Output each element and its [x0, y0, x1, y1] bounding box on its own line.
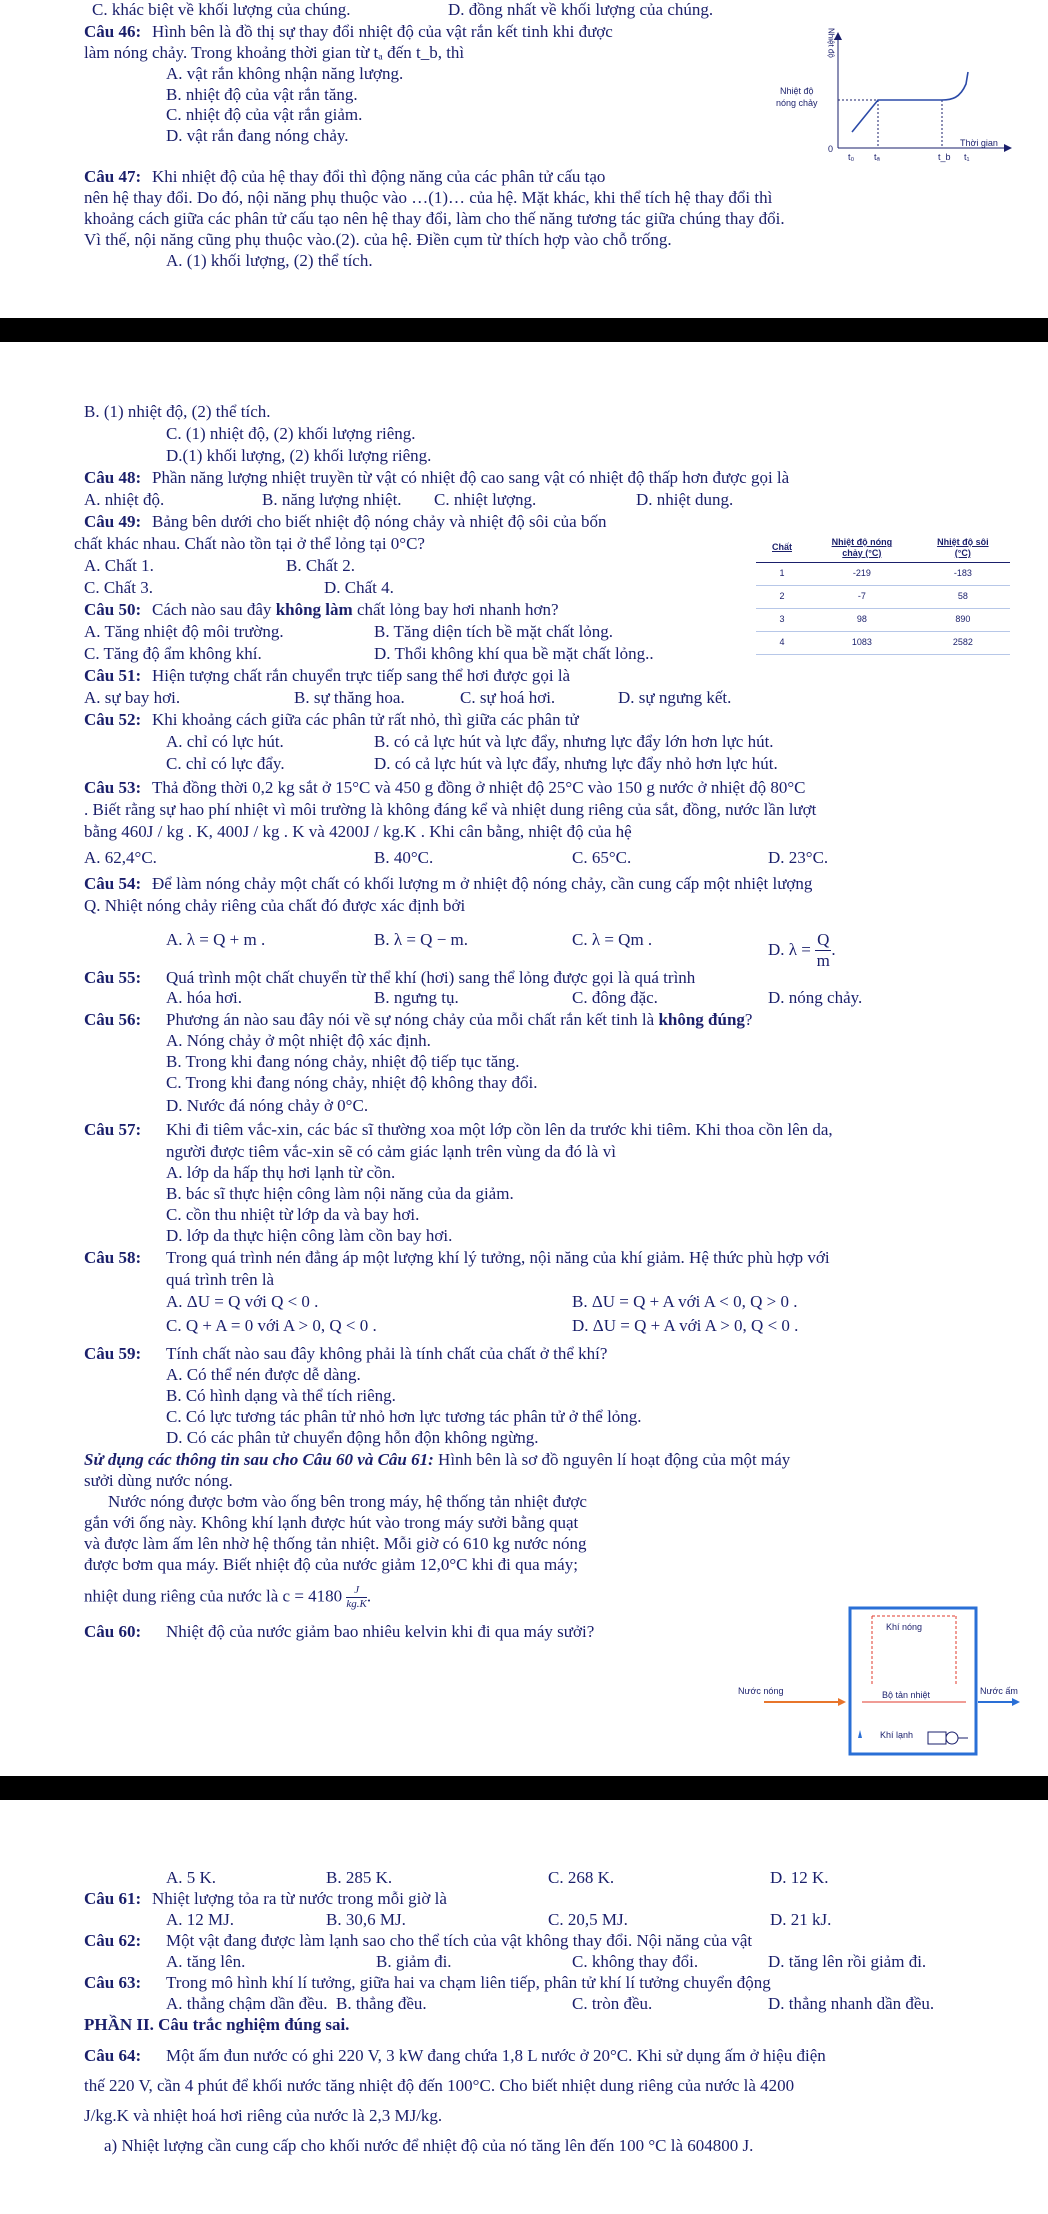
q53-label: Câu 53: [84, 778, 142, 797]
q64-label: Câu 64: [84, 2046, 142, 2065]
q58-text-1: Trong quá trình nén đẳng áp một lượng khí lý tưởng, nội năng của khí giảm. Hệ thức phù hợp với [166, 1248, 830, 1267]
table-cell: 890 [916, 608, 1010, 631]
q64-statement-a: a) Nhiệt lượng cần cung cấp cho khối nước để nhiệt độ của nó tăng lên đến 100 °C là 604800 J. [104, 2136, 754, 2155]
table-header [756, 534, 1010, 562]
heater-water-out-label: Nước ấm [980, 1686, 1018, 1696]
heater-cold-air-label: Khí lạnh [880, 1730, 914, 1740]
q62-text: Một vật đang được làm lạnh sao cho thể tích của vật không thay đổi. Nội năng của vật [166, 1931, 753, 1950]
q54-option-a: A. λ = Q + m . [166, 930, 266, 949]
q55-option-d: D. nóng chảy. [768, 988, 863, 1007]
q58-option-d: D. ΔU = Q + A với A > 0, Q < 0 . [572, 1316, 799, 1335]
graph-x-label: Thời gian [960, 138, 998, 148]
q52-option-d: D. có cả lực hút và lực đẩy, nhưng lực đẩy nhỏ hơn lực hút. [374, 754, 778, 773]
melting-graph [772, 28, 1012, 168]
context-paragraph-2: gắn với ống này. Không khí lạnh được hút vào trong máy sưởi bằng quạt [84, 1513, 579, 1532]
q61-option-a: A. 12 MJ. [166, 1910, 235, 1929]
q51-option-b: B. sự thăng hoa. [294, 688, 405, 707]
q50-label: Câu 50: [84, 600, 142, 619]
q61-option-c: C. 20,5 MJ. [548, 1910, 628, 1929]
page-gap-2 [0, 1776, 1048, 1800]
q62-option-d: D. tăng lên rồi giảm đi. [768, 1952, 927, 1971]
q52-label: Câu 52: [84, 710, 142, 729]
q51-label: Câu 51: [84, 666, 142, 685]
q47-label: Câu 47: [84, 167, 142, 186]
context-intro [84, 1450, 790, 1470]
q54-option-c: C. λ = Qm . [572, 930, 653, 949]
water-in-arrow [838, 1698, 846, 1706]
table-row [756, 608, 1010, 631]
q47-option-b: B. (1) nhiệt độ, (2) thể tích. [84, 402, 271, 421]
q46-text-1: Hình bên là đồ thị sự thay đổi nhiệt độ của vật rắn kết tinh khi được [152, 22, 613, 41]
context-c-unit-den: kg.K [346, 1598, 367, 1611]
q56-option-b: B. Trong khi đang nóng chảy, nhiệt độ tiếp tục tăng. [166, 1052, 520, 1071]
q51-option-d: D. sự ngưng kết. [618, 688, 732, 707]
q48-option-d: D. nhiệt dung. [636, 490, 734, 509]
graph-y-label-1: Nhiệt độ [780, 86, 814, 96]
q53-option-a: A. 62,4°C. [84, 848, 157, 867]
q54-option-b: B. λ = Q − m. [374, 930, 469, 949]
table-cell: -7 [808, 585, 916, 608]
table-cell: 1083 [808, 631, 916, 654]
table-cell: 3 [756, 608, 808, 631]
q54-d-prefix: D. λ = [768, 939, 811, 959]
water-out-arrow [1012, 1698, 1020, 1706]
q63-text: Trong mô hình khí lí tưởng, giữa hai va chạm liên tiếp, phân tử khí lí tưởng chuyển động [166, 1973, 771, 1992]
q52-text: Khi khoảng cách giữa các phân tử rất nhỏ, thì giữa các phân tử [152, 710, 579, 729]
q50-text-bold: không làm [275, 600, 353, 619]
q60-option-c: C. 268 K. [548, 1868, 615, 1887]
q60-option-d: D. 12 K. [770, 1868, 829, 1887]
q59-option-a: A. Có thể nén được dễ dàng. [166, 1365, 361, 1384]
q46-text-2: làm nóng chảy. Trong khoảng thời gian từ tₐ đến t_b, thì [84, 43, 465, 62]
q58-option-a: A. ΔU = Q với Q < 0 . [166, 1292, 319, 1311]
q57-text-2: người được tiêm vắc-xin sẽ có cảm giác lạnh trên vùng da đó là vì [166, 1142, 616, 1161]
q48-option-b: B. năng lượng nhiệt. [262, 490, 402, 509]
q61-text: Nhiệt lượng tỏa ra từ nước trong mỗi giờ là [152, 1889, 447, 1908]
q52-option-a: A. chỉ có lực hút. [166, 732, 284, 751]
q53-option-c: C. 65°C. [572, 848, 632, 867]
fan-box [928, 1732, 946, 1744]
q62-option-c: C. không thay đổi. [572, 1952, 699, 1971]
q64-text-2: thế 220 V, cần 4 phút để khối nước tăng nhiệt độ đến 100°C. Cho biết nhiệt dung riêng của nước là 4200 [84, 2076, 795, 2095]
q51-text: Hiện tượng chất rắn chuyển trực tiếp sang thể hơi được gọi là [152, 666, 571, 685]
q46-option-a: A. vật rắn không nhận năng lượng. [166, 64, 404, 83]
q55-label: Câu 55: [84, 968, 142, 987]
heater-water-in-label: Nước nóng [738, 1686, 784, 1696]
q49-option-a: A. Chất 1. [84, 556, 154, 575]
heater-diagram [734, 1606, 1024, 1758]
graph-tick-tb: t_b [938, 152, 951, 162]
q58-label: Câu 58: [84, 1248, 142, 1267]
heater-diagram-svg [734, 1606, 1024, 1758]
table-header-melting [808, 534, 916, 562]
q59-option-d: D. Có các phân tử chuyển động hỗn độn không ngừng. [166, 1428, 539, 1447]
table-header-boiling [916, 534, 1010, 562]
q60-option-a: A. 5 K. [166, 1868, 217, 1887]
q46-option-c: C. nhiệt độ của vật rắn giảm. [166, 105, 363, 124]
context-c-end: . [366, 1586, 372, 1606]
q63-label: Câu 63: [84, 1973, 142, 1992]
q60-label: Câu 60: [84, 1622, 142, 1641]
q63-option-c: C. tròn đều. [572, 1994, 653, 2013]
graph-y-label-top: Nhiệt độ [826, 28, 836, 58]
q49-option-d: D. Chất 4. [324, 578, 394, 597]
q47-text-4: Vì thế, nội năng cũng phụ thuộc vào.(2). của hệ. Điền cụm từ thích hợp vào chỗ trống. [84, 230, 672, 249]
q49-option-b: B. Chất 2. [286, 556, 355, 575]
q50-option-c: C. Tăng độ ẩm không khí. [84, 644, 262, 663]
context-paragraph-3: và được làm ấm lên nhờ hệ thống tản nhiệt. Mỗi giờ có 610 kg nước nóng [84, 1534, 587, 1553]
q54-option-d: D. λ = $\frac{Q}{m}$ . [768, 930, 836, 971]
table-cell: 98 [808, 608, 916, 631]
q52-option-b: B. có cả lực hút và lực đẩy, nhưng lực đẩy lớn hơn lực hút. [374, 732, 774, 751]
q53-text-2: . Biết rằng sự hao phí nhiệt vì môi trường là không đáng kể và nhiệt dung riêng của sắt, đồng, nước lần lượt [84, 800, 817, 819]
table-cell: 2 [756, 585, 808, 608]
q48-label: Câu 48: [84, 468, 142, 487]
q50-text-post: chất lỏng bay hơi nhanh hơn? [356, 600, 559, 619]
q57-text-1: Khi đi tiêm vắc-xin, các bác sĩ thường xoa một lớp cồn lên da trước khi tiêm. Khi thoa cồn lên da, [166, 1120, 833, 1139]
q53-option-b: B. 40°C. [374, 848, 434, 867]
q57-label: Câu 57: [84, 1120, 142, 1139]
q50-text [152, 600, 559, 620]
q54-d-numerator: Q [815, 930, 831, 951]
q61-option-d: D. 21 kJ. [770, 1910, 832, 1929]
q61-option-b: B. 30,6 MJ. [326, 1910, 406, 1929]
q60-option-b: B. 285 K. [326, 1868, 393, 1887]
context-intro-italic: Sử dụng các thông tin sau cho Câu 60 và Câu 61: [84, 1450, 434, 1469]
table-row [756, 631, 1010, 654]
q48-text: Phần năng lượng nhiệt truyền từ vật có nhiệt độ cao sang vật có nhiệt độ thấp hơn được gọi là [152, 468, 790, 487]
q54-d-fraction [815, 930, 831, 972]
x-axis-arrow [1004, 144, 1012, 152]
table-header-substance: Chất [756, 534, 808, 562]
q56-text-post: ? [744, 1010, 753, 1029]
q58-option-c: C. Q + A = 0 với A > 0, Q < 0 . [166, 1316, 377, 1335]
q56-text-bold: không đúng [658, 1010, 745, 1029]
context-paragraph-4: được bơm qua máy. Biết nhiệt độ của nước giảm 12,0°C khi đi qua máy; [84, 1555, 578, 1574]
graph-y-label-2: nóng chảy [776, 98, 818, 108]
q46-option-d: D. vật rắn đang nóng chảy. [166, 126, 349, 145]
context-c-unit-num: J [346, 1584, 366, 1598]
q57-option-c: C. cồn thu nhiệt từ lớp da và bay hơi. [166, 1205, 420, 1224]
q63-option-b: B. thẳng đều. [336, 1994, 427, 2013]
fan-icon [946, 1732, 958, 1744]
q63-option-a: A. thẳng chậm dần đều. [166, 1994, 328, 2013]
q54-text-1: Để làm nóng chảy một chất có khối lượng m ở nhiệt độ nóng chảy, cần cung cấp một nhiệt lượng [152, 874, 813, 893]
q45-option-d: D. đồng nhất về khối lượng của chúng. [448, 0, 714, 19]
context-paragraph-1: Nước nóng được bơm vào ống bên trong máy, hệ thống tản nhiệt được [108, 1492, 587, 1511]
q47-text-2: nên hệ thay đổi. Do đó, nội năng phụ thuộc vào …(1)… của hệ. Mặt khác, khi thể tích hệ thay đổi thì [84, 188, 773, 207]
q61-label: Câu 61: [84, 1889, 142, 1908]
q62-option-b: B. giảm đi. [376, 1952, 452, 1971]
table-cell: 1 [756, 562, 808, 585]
q56-text [166, 1010, 752, 1030]
q57-option-b: B. bác sĩ thực hiện công làm nội năng của da giảm. [166, 1184, 514, 1203]
q49-label: Câu 49: [84, 512, 142, 531]
q50-option-d: D. Thổi không khí qua bề mặt chất lỏng.. [374, 644, 654, 663]
q46-option-b: B. nhiệt độ của vật rắn tăng. [166, 85, 358, 104]
graph-tick-ta: tₐ [874, 152, 880, 162]
part-2-heading: PHẦN II. Câu trắc nghiệm đúng sai. [84, 2015, 350, 2034]
q50-option-a: A. Tăng nhiệt độ môi trường. [84, 622, 284, 641]
q57-option-d: D. lớp da thực hiện công làm cồn bay hơi. [166, 1226, 453, 1245]
temperature-curve [852, 72, 968, 132]
q58-option-b: B. ΔU = Q + A với A < 0, Q > 0 . [572, 1292, 798, 1311]
table-cell: 2582 [916, 631, 1010, 654]
q57-option-a: A. lớp da hấp thụ hơi lạnh từ cồn. [166, 1163, 396, 1182]
heater-hot-air-label: Khí nóng [886, 1622, 923, 1632]
q51-option-c: C. sự hoá hơi. [460, 688, 556, 707]
q56-text-pre: Phương án nào sau đây nói về sự nóng chảy của mỗi chất rắn kết tinh là [166, 1010, 655, 1029]
q62-option-a: A. tăng lên. [166, 1952, 246, 1971]
q48-option-a: A. nhiệt độ. [84, 490, 165, 509]
q47-option-c: C. (1) nhiệt độ, (2) khối lượng riêng. [166, 424, 416, 443]
q53-option-d: D. 23°C. [768, 848, 829, 867]
table-cell: -219 [808, 562, 916, 585]
q55-option-b: B. ngưng tụ. [374, 988, 459, 1007]
q49-text-1: Bảng bên dưới cho biết nhiệt độ nóng chảy và nhiệt độ sôi của bốn [152, 512, 607, 531]
q51-option-a: A. sự bay hơi. [84, 688, 181, 707]
melting-boiling-table [756, 534, 1010, 655]
q47-text-3: khoảng cách giữa các phân tử cấu tạo nên hệ thay đổi, làm cho thế năng tương tác giữa chúng thay đổi. [84, 209, 785, 228]
q46-label: Câu 46: [84, 22, 142, 41]
q58-text-2: quá trình trên là [166, 1270, 275, 1289]
q55-option-a: A. hóa hơi. [166, 988, 243, 1007]
q56-label: Câu 56: [84, 1010, 142, 1029]
q47-text-1: Khi nhiệt độ của hệ thay đổi thì động năng của các phân tử cấu tạo [152, 167, 606, 186]
graph-tick-t1: t₁ [964, 152, 970, 162]
q59-option-b: B. Có hình dạng và thể tích riêng. [166, 1386, 396, 1405]
q63-option-d: D. thẳng nhanh dần đều. [768, 1994, 935, 2013]
q54-text-2: Q. Nhiệt nóng chảy riêng của chất đó được xác định bởi [84, 896, 466, 915]
context-intro-text: Hình bên là sơ đồ nguyên lí hoạt động của một máy [438, 1450, 791, 1469]
q53-text-3: bằng 460J / kg . K, 400J / kg . K và 4200J / kg.K . Khi cân bằng, nhiệt độ của hệ [84, 822, 632, 841]
q59-option-c: C. Có lực tương tác phân tử nhỏ hơn lực tương tác phân tử ở thể lỏng. [166, 1407, 642, 1426]
q62-label: Câu 62: [84, 1931, 142, 1950]
q47-option-d: D.(1) khối lượng, (2) khối lượng riêng. [166, 446, 432, 465]
q50-text-pre: Cách nào sau đây [152, 600, 272, 619]
q47-option-a: A. (1) khối lượng, (2) thể tích. [166, 251, 373, 270]
graph-tick-t0: t₀ [848, 152, 855, 162]
table-header-boiling-1: Nhiệt độ sôi [937, 537, 989, 547]
table-row [756, 585, 1010, 608]
context-paragraph-5 [84, 1584, 371, 1611]
q52-option-c: C. chỉ có lực đẩy. [166, 754, 285, 773]
q55-text: Quá trình một chất chuyển từ thể khí (hơi) sang thể lỏng được gọi là quá trình [166, 968, 696, 987]
table-header-melting-2: chảy (°C) [842, 547, 882, 558]
heater-radiator-label: Bộ tản nhiệt [882, 1690, 931, 1700]
q64-text-3: J/kg.K và nhiệt hoá hơi riêng của nước là 2,3 MJ/kg. [84, 2106, 443, 2125]
q56-option-c: C. Trong khi đang nóng chảy, nhiệt độ không thay đổi. [166, 1073, 538, 1092]
context-text-2: sưởi dùng nước nóng. [84, 1471, 233, 1490]
context-c-label: nhiệt dung riêng của nước là c = 4180 [84, 1586, 343, 1606]
q50-option-b: B. Tăng diện tích bề mặt chất lỏng. [374, 622, 614, 641]
q59-text: Tính chất nào sau đây không phải là tính chất của chất ở thể khí? [166, 1344, 608, 1363]
q59-label: Câu 59: [84, 1344, 142, 1363]
context-c-unit [346, 1584, 366, 1611]
q60-text: Nhiệt độ của nước giảm bao nhiêu kelvin khi đi qua máy sưởi? [166, 1622, 595, 1641]
q54-label: Câu 54: [84, 874, 142, 893]
q48-option-c: C. nhiệt lượng. [434, 490, 537, 509]
table-cell: 58 [916, 585, 1010, 608]
page-gap-1 [0, 318, 1048, 342]
q45-option-c: C. khác biệt về khối lượng của chúng. [92, 0, 351, 19]
table-header-boiling-2: (°C) [954, 547, 971, 558]
q64-text-1: Một ấm đun nước có ghi 220 V, 3 kW đang chứa 1,8 L nước ở 20°C. Khi sử dụng ấm ở hiệu điện [166, 2046, 826, 2065]
q54-d-denominator: m [816, 951, 830, 971]
q53-text-1: Thả đồng thời 0,2 kg sắt ở 15°C và 450 g đồng ở nhiệt độ 25°C vào 150 g nước ở nhiệt độ 80°C [152, 778, 806, 797]
q56-option-a: A. Nóng chảy ở một nhiệt độ xác định. [166, 1031, 431, 1050]
table-cell: 4 [756, 631, 808, 654]
cold-air-arrow [858, 1730, 862, 1738]
table-row [756, 562, 1010, 585]
q55-option-c: C. đông đặc. [572, 988, 658, 1007]
q49-option-c: C. Chất 3. [84, 578, 153, 597]
table-header-melting-1: Nhiệt độ nóng [831, 537, 893, 547]
q56-option-d: D. Nước đá nóng chảy ở 0°C. [166, 1096, 369, 1115]
graph-origin: 0 [828, 144, 834, 154]
table-cell: -183 [916, 562, 1010, 585]
q49-text-2: chất khác nhau. Chất nào tồn tại ở thể lỏng tại 0°C? [74, 534, 425, 553]
